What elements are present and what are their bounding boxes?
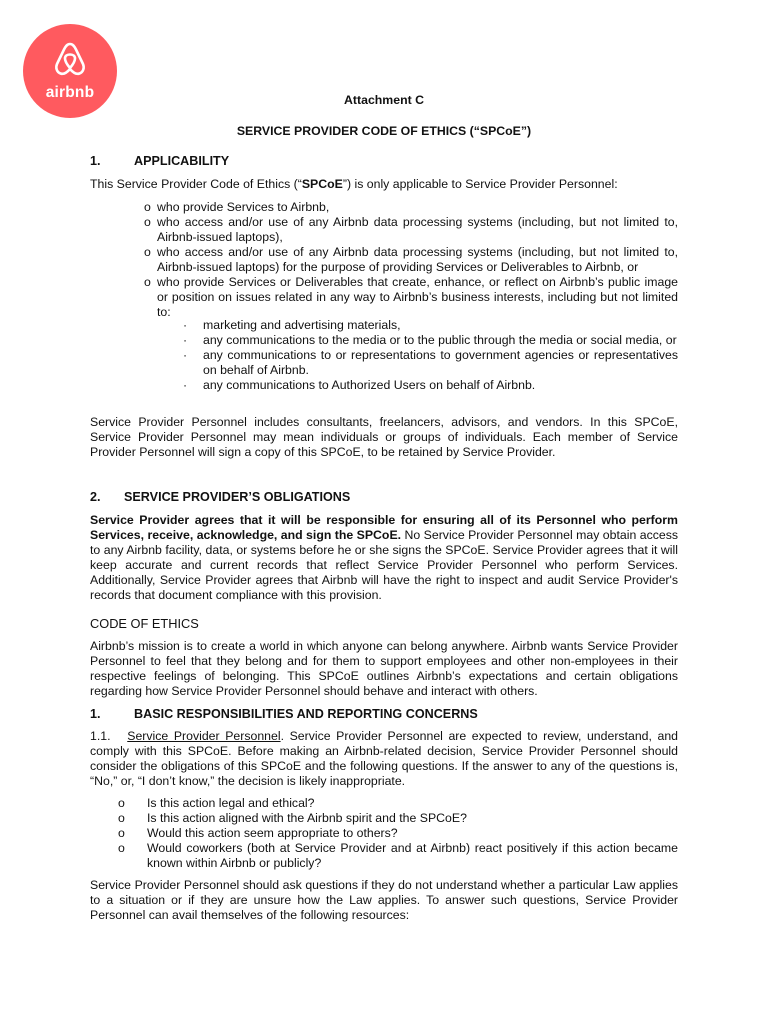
responsibilities-paragraph — [90, 729, 678, 789]
list-item — [118, 826, 678, 841]
section-heading-obligations — [90, 490, 678, 505]
list-item-text: Is this action legal and ethical? — [147, 796, 315, 810]
list-item — [118, 796, 678, 811]
code-of-ethics-paragraph: Airbnb’s mission is to create a world in which anyone can belong anywhere. Airbnb wants Service Provider Personnel to feel that they belong and for them to support employees and other non-employees in their respective feelings of belonging. This SPCoE outlines Airbnb’s expectations and certain obligations regarding how Service Provider Personnel should behave and interact with others. — [90, 639, 678, 698]
sub-list-item-text: any communications to the media or to the public through the media or social media, or — [203, 333, 677, 347]
bullet-marker: o — [144, 215, 151, 229]
sub-bullet-marker: · — [183, 318, 188, 332]
bullet-marker: o — [118, 811, 125, 825]
sub-bullet-marker: · — [183, 333, 188, 347]
code-of-ethics-heading: CODE OF ETHICS — [90, 616, 199, 631]
section-title: SERVICE PROVIDER’S OBLIGATIONS — [124, 490, 351, 504]
obligations-paragraph — [90, 513, 678, 603]
list-item-text: Would coworkers (both at Service Provider and at Airbnb) react positively if this action became known within Airbnb or publicly? — [147, 841, 678, 870]
paragraph-text: . Service Provider Personnel are expected to review, understand, and comply with this SPCoE. Before making an Airbnb-related decision, Service Provider Personnel should consider the obligations of this SPCoE and the following questions. If the answer to any of the questions is, “No,” or, “I don’t know,” the decision is likely inappropriate. — [90, 729, 679, 788]
resources-paragraph: Service Provider Personnel should ask questions if they do not understand whether a particular Law applies to a situation or if they are unsure how the Law applies. To answer such questions, Service Provider Personnel can avail themselves of the following resources: — [90, 878, 678, 922]
list-item-text: Is this action aligned with the Airbnb spirit and the SPCoE? — [147, 811, 467, 825]
logo-text: airbnb — [45, 84, 95, 101]
section-number: 1. — [90, 707, 101, 721]
intro-text: This Service Provider Code of Ethics (“ — [90, 177, 302, 191]
bullet-marker: o — [118, 796, 125, 810]
applicability-sublist — [183, 318, 678, 393]
sub-list-item-text: any communications to or representations to government agencies or representatives on behalf of Airbnb. — [203, 348, 678, 377]
applicability-list — [144, 200, 678, 320]
applicability-intro — [90, 177, 678, 192]
bullet-marker: o — [118, 841, 125, 855]
bullet-marker: o — [118, 826, 125, 840]
paragraph-label: Service Provider Personnel — [127, 729, 281, 743]
list-item-text: who provide Services or Deliverables that create, enhance, or reflect on Airbnb’s public image or position on issues related in any way to Airbnb’s business interests, including but not limited to: — [157, 275, 678, 319]
list-item-text: who provide Services to Airbnb, — [157, 200, 330, 214]
document-title: SERVICE PROVIDER CODE OF ETHICS (“SPCoE”) — [236, 124, 532, 138]
bullet-marker: o — [144, 275, 151, 289]
sub-bullet-marker: · — [183, 348, 188, 362]
sub-list-item — [183, 333, 678, 348]
list-item — [144, 215, 678, 245]
paragraph-number: 1.1. — [90, 729, 111, 743]
bullet-marker: o — [144, 200, 151, 214]
section-number: 1. — [90, 154, 101, 168]
obligations-text: No Service Provider Personnel may obtain access to any Airbnb facility, data, or systems before he or she signs the SPCoE. Service Provider agrees that it will keep accurate and current records that reflect Service Provider Personnel who perform Services. Additionally, Service Provider agrees that Airbnb will have the right to inspect and audit Service Provider's records that document compliance with this provision. — [90, 528, 679, 602]
list-item — [118, 841, 678, 871]
section-heading-responsibilities — [90, 707, 678, 722]
sub-list-item — [183, 318, 678, 333]
questions-list — [118, 796, 678, 871]
sub-list-item — [183, 348, 678, 378]
section-title: APPLICABILITY — [134, 154, 230, 168]
section-heading-applicability — [90, 154, 678, 169]
attachment-title: Attachment C — [344, 93, 424, 107]
list-item — [144, 275, 678, 320]
intro-term: SPCoE — [301, 177, 343, 191]
list-item-text: who access and/or use of any Airbnb data processing systems (including, but not limited to, Airbnb-issued laptops) for the purpose of providing Services or Deliverables to Airbnb, or — [157, 245, 678, 274]
list-item — [144, 200, 678, 215]
list-item — [118, 811, 678, 826]
bullet-marker: o — [144, 245, 151, 259]
sub-list-item-text: marketing and advertising materials, — [203, 318, 401, 332]
sub-list-item-text: any communications to Authorized Users on behalf of Airbnb. — [203, 378, 536, 392]
list-item-text: who access and/or use of any Airbnb data processing systems (including, but not limited to, Airbnb-issued laptops), — [157, 215, 678, 244]
section-title: BASIC RESPONSIBILITIES AND REPORTING CONCERNS — [134, 707, 478, 721]
intro-text-end: ”) is only applicable to Service Provider Personnel: — [342, 177, 618, 191]
sub-bullet-marker: · — [183, 378, 188, 392]
airbnb-belo-icon — [53, 40, 87, 80]
obligations-bold-text: Service Provider agrees that it will be responsible for ensuring all of its Personnel who perform Services, receive, acknowledge, and sign the SPCoE. — [90, 513, 678, 542]
sub-list-item — [183, 378, 678, 393]
list-item-text: Would this action seem appropriate to others? — [147, 826, 398, 840]
list-item — [144, 245, 678, 275]
section-number: 2. — [90, 490, 101, 504]
applicability-closing: Service Provider Personnel includes consultants, freelancers, advisors, and vendors. In this SPCoE, Service Provider Personnel may mean individuals or groups of individuals. Each member of Service Provider Personnel will sign a copy of this SPCoE, to be retained by Service Provider. — [90, 415, 678, 459]
